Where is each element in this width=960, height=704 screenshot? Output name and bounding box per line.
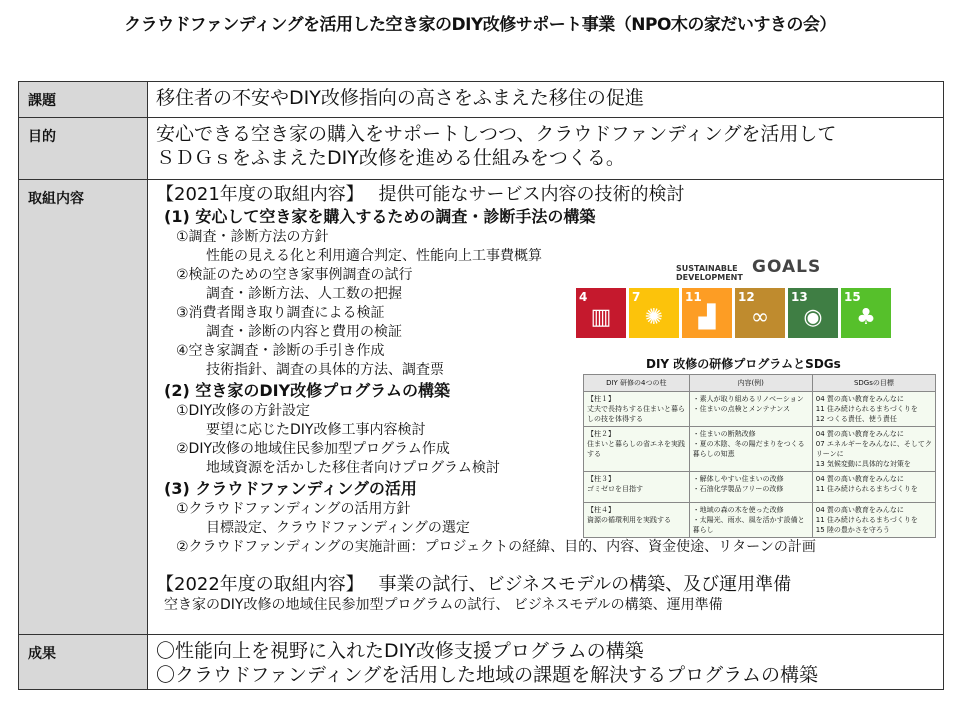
item-2-2: ②DIY改修の地域住民参加型プログラム作成 bbox=[176, 441, 450, 457]
sdgs-cell: ・地域の森の木を使った改修 ・太陽光、雨水、風を活かす設備と暮らし bbox=[689, 503, 812, 538]
kadai-text: 移住者の不安やDIY改修指向の高さをふまえた移住の促進 bbox=[156, 87, 644, 109]
sdgs-header-content: 内容(例) bbox=[689, 375, 812, 392]
year-2022-detail: 空き家のDIY改修の地域住民参加型プログラムの試行、 ビジネスモデルの構築、運用準備 bbox=[164, 597, 723, 613]
sdgs-table-row bbox=[584, 427, 936, 472]
sdgs-cell: 【柱４】 資源の循環利用を実践する bbox=[584, 503, 690, 538]
sun-icon: ✺ bbox=[644, 305, 664, 330]
sdgs-cell: 04 質の高い教育をみんなに 11 住み続けられるまちづくりを bbox=[812, 472, 935, 503]
seika-line-2: 〇クラウドファンディングを活用した地域の課題を解決するプログラムの構築 bbox=[156, 664, 818, 686]
year-2021-heading: 【2021年度の取組内容】 提供可能なサービス内容の技術的検討 bbox=[156, 184, 685, 205]
row-seika bbox=[19, 635, 944, 690]
project-table bbox=[18, 81, 944, 690]
page-title: クラウドファンディングを活用した空き家のDIY改修サポート事業（NPO木の家だいすきの会） bbox=[124, 15, 836, 35]
sdg-goal-number: 12 bbox=[738, 290, 755, 304]
sdgs-table-header bbox=[584, 375, 936, 392]
sdgs-table-row bbox=[584, 503, 936, 538]
sdgs-cell: 【柱３】 ゴミゼロを目指す bbox=[584, 472, 690, 503]
sdgs-logo-goals: GOALS bbox=[752, 257, 822, 277]
item-3-1: ①クラウドファンディングの活用方針 bbox=[176, 501, 411, 517]
label-torikumi: 取組内容 bbox=[19, 180, 148, 635]
sdg-goal-tile bbox=[629, 288, 679, 338]
sdgs-cell: ・解体しやすい住まいの改修 ・石油化学製品フリーの改修 bbox=[689, 472, 812, 503]
content-kadai bbox=[148, 82, 944, 118]
sdgs-logo-line-2: DEVELOPMENT bbox=[676, 273, 743, 282]
sdg-goal-tile bbox=[841, 288, 891, 338]
label-mokuteki: 目的 bbox=[19, 118, 148, 180]
item-1-1-detail: 性能の見える化と利用適合判定、性能向上工事費概算 bbox=[206, 248, 542, 264]
row-mokuteki bbox=[19, 118, 944, 180]
sdg-goal-tile bbox=[682, 288, 732, 338]
city-icon: ▟ bbox=[698, 305, 716, 330]
section-3-heading: (3) クラウドファンディングの活用 bbox=[164, 479, 417, 498]
sdg-goal-tile bbox=[576, 288, 626, 338]
item-1-4: ④空き家調査・診断の手引き作成 bbox=[176, 343, 385, 359]
sdgs-header-goals: SDGsの目標 bbox=[812, 375, 935, 392]
content-seika bbox=[148, 635, 944, 690]
sdgs-table-row bbox=[584, 392, 936, 427]
sdg-goal-number: 11 bbox=[685, 290, 702, 304]
sdgs-cell: 04 質の高い教育をみんなに 07 エネルギーをみんなに、そしてクリーンに 13 気候変動に具体的な対策を bbox=[812, 427, 935, 472]
sdgs-cell: ・素人が取り組めるリノベーション ・住まいの点検とメンテナンス bbox=[689, 392, 812, 427]
sdgs-cell: 04 質の高い教育をみんなに 11 住み続けられるまちづくりを 15 陸の豊かさを守ろう bbox=[812, 503, 935, 538]
sdg-goal-number: 7 bbox=[632, 290, 641, 304]
row-torikumi bbox=[19, 180, 944, 635]
sdgs-logo bbox=[676, 257, 822, 282]
tree-icon: ♣ bbox=[856, 305, 876, 330]
infinity-icon: ∞ bbox=[750, 305, 770, 330]
section-2-heading: (2) 空き家のDIY改修プログラムの構築 bbox=[164, 381, 450, 400]
item-3-2: ②クラウドファンディングの実施計画：プロジェクトの経緯、目的、内容、資金使途、リターンの計画 bbox=[176, 539, 816, 555]
label-kadai: 課題 bbox=[19, 82, 148, 118]
book-icon: ▥ bbox=[590, 305, 612, 330]
sdgs-table-row bbox=[584, 472, 936, 503]
sdgs-cell: 【柱１】 丈夫で長持ちする住まいと暮らしの技を体得する bbox=[584, 392, 690, 427]
item-1-3: ③消費者聞き取り調査による検証 bbox=[176, 305, 385, 321]
item-1-2-detail: 調査・診断方法、人工数の把握 bbox=[206, 286, 402, 302]
sdg-goal-number: 15 bbox=[844, 290, 861, 304]
sdgs-tiles bbox=[576, 288, 891, 338]
content-mokuteki bbox=[148, 118, 944, 180]
year-2022-heading: 【2022年度の取組内容】 事業の試行、ビジネスモデルの構築、及び運用準備 bbox=[156, 574, 792, 595]
label-seika: 成果 bbox=[19, 635, 148, 690]
sdg-goal-tile bbox=[735, 288, 785, 338]
eye-icon: ◉ bbox=[803, 305, 823, 330]
sdgs-table bbox=[583, 374, 936, 538]
sdgs-header-pillar: DIY 研修の4つの柱 bbox=[584, 375, 690, 392]
item-2-1-detail: 要望に応じたDIY改修工事内容検討 bbox=[206, 422, 426, 438]
section-1-heading: (1) 安心して空き家を購入するための調査・診断手法の構築 bbox=[164, 207, 596, 226]
seika-line-1: 〇性能向上を視野に入れたDIY改修支援プログラムの構築 bbox=[156, 640, 644, 662]
sdgs-cell: 【柱２】 住まいと暮らしの省エネを実践する bbox=[584, 427, 690, 472]
sdg-goal-number: 13 bbox=[791, 290, 808, 304]
item-2-2-detail: 地域資源を活かした移住者向けプログラム検討 bbox=[206, 460, 500, 476]
content-torikumi bbox=[148, 180, 944, 635]
item-1-4-detail: 技術指針、調査の具体的方法、調査票 bbox=[206, 362, 444, 378]
sdgs-logo-line-1: SUSTAINABLE bbox=[676, 264, 738, 273]
sdg-goal-number: 4 bbox=[579, 290, 588, 304]
item-1-2: ②検証のための空き家事例調査の試行 bbox=[176, 267, 413, 283]
mokuteki-line-2: ＳＤＧｓをふまえたDIY改修を進める仕組みをつくる。 bbox=[156, 147, 625, 169]
item-2-1: ①DIY改修の方針設定 bbox=[176, 403, 311, 419]
item-1-1: ①調査・診断方法の方針 bbox=[176, 229, 329, 245]
sdgs-table-caption: DIY 改修の研修プログラムとSDGs bbox=[646, 357, 841, 371]
item-3-1-detail: 目標設定、クラウドファンディングの選定 bbox=[206, 520, 470, 536]
torikumi-body bbox=[156, 184, 943, 615]
mokuteki-line-1: 安心できる空き家の購入をサポートしつつ、クラウドファンディングを活用して bbox=[156, 123, 837, 145]
sdgs-cell: 04 質の高い教育をみんなに 11 住み続けられるまちづくりを 12 つくる責任、使う責任 bbox=[812, 392, 935, 427]
sdg-goal-tile bbox=[788, 288, 838, 338]
item-1-3-detail: 調査・診断の内容と費用の検証 bbox=[206, 324, 402, 340]
sdgs-cell: ・住まいの断熱改修 ・夏の木陰、冬の陽だまりをつくる暮らしの知恵 bbox=[689, 427, 812, 472]
row-kadai bbox=[19, 82, 944, 118]
